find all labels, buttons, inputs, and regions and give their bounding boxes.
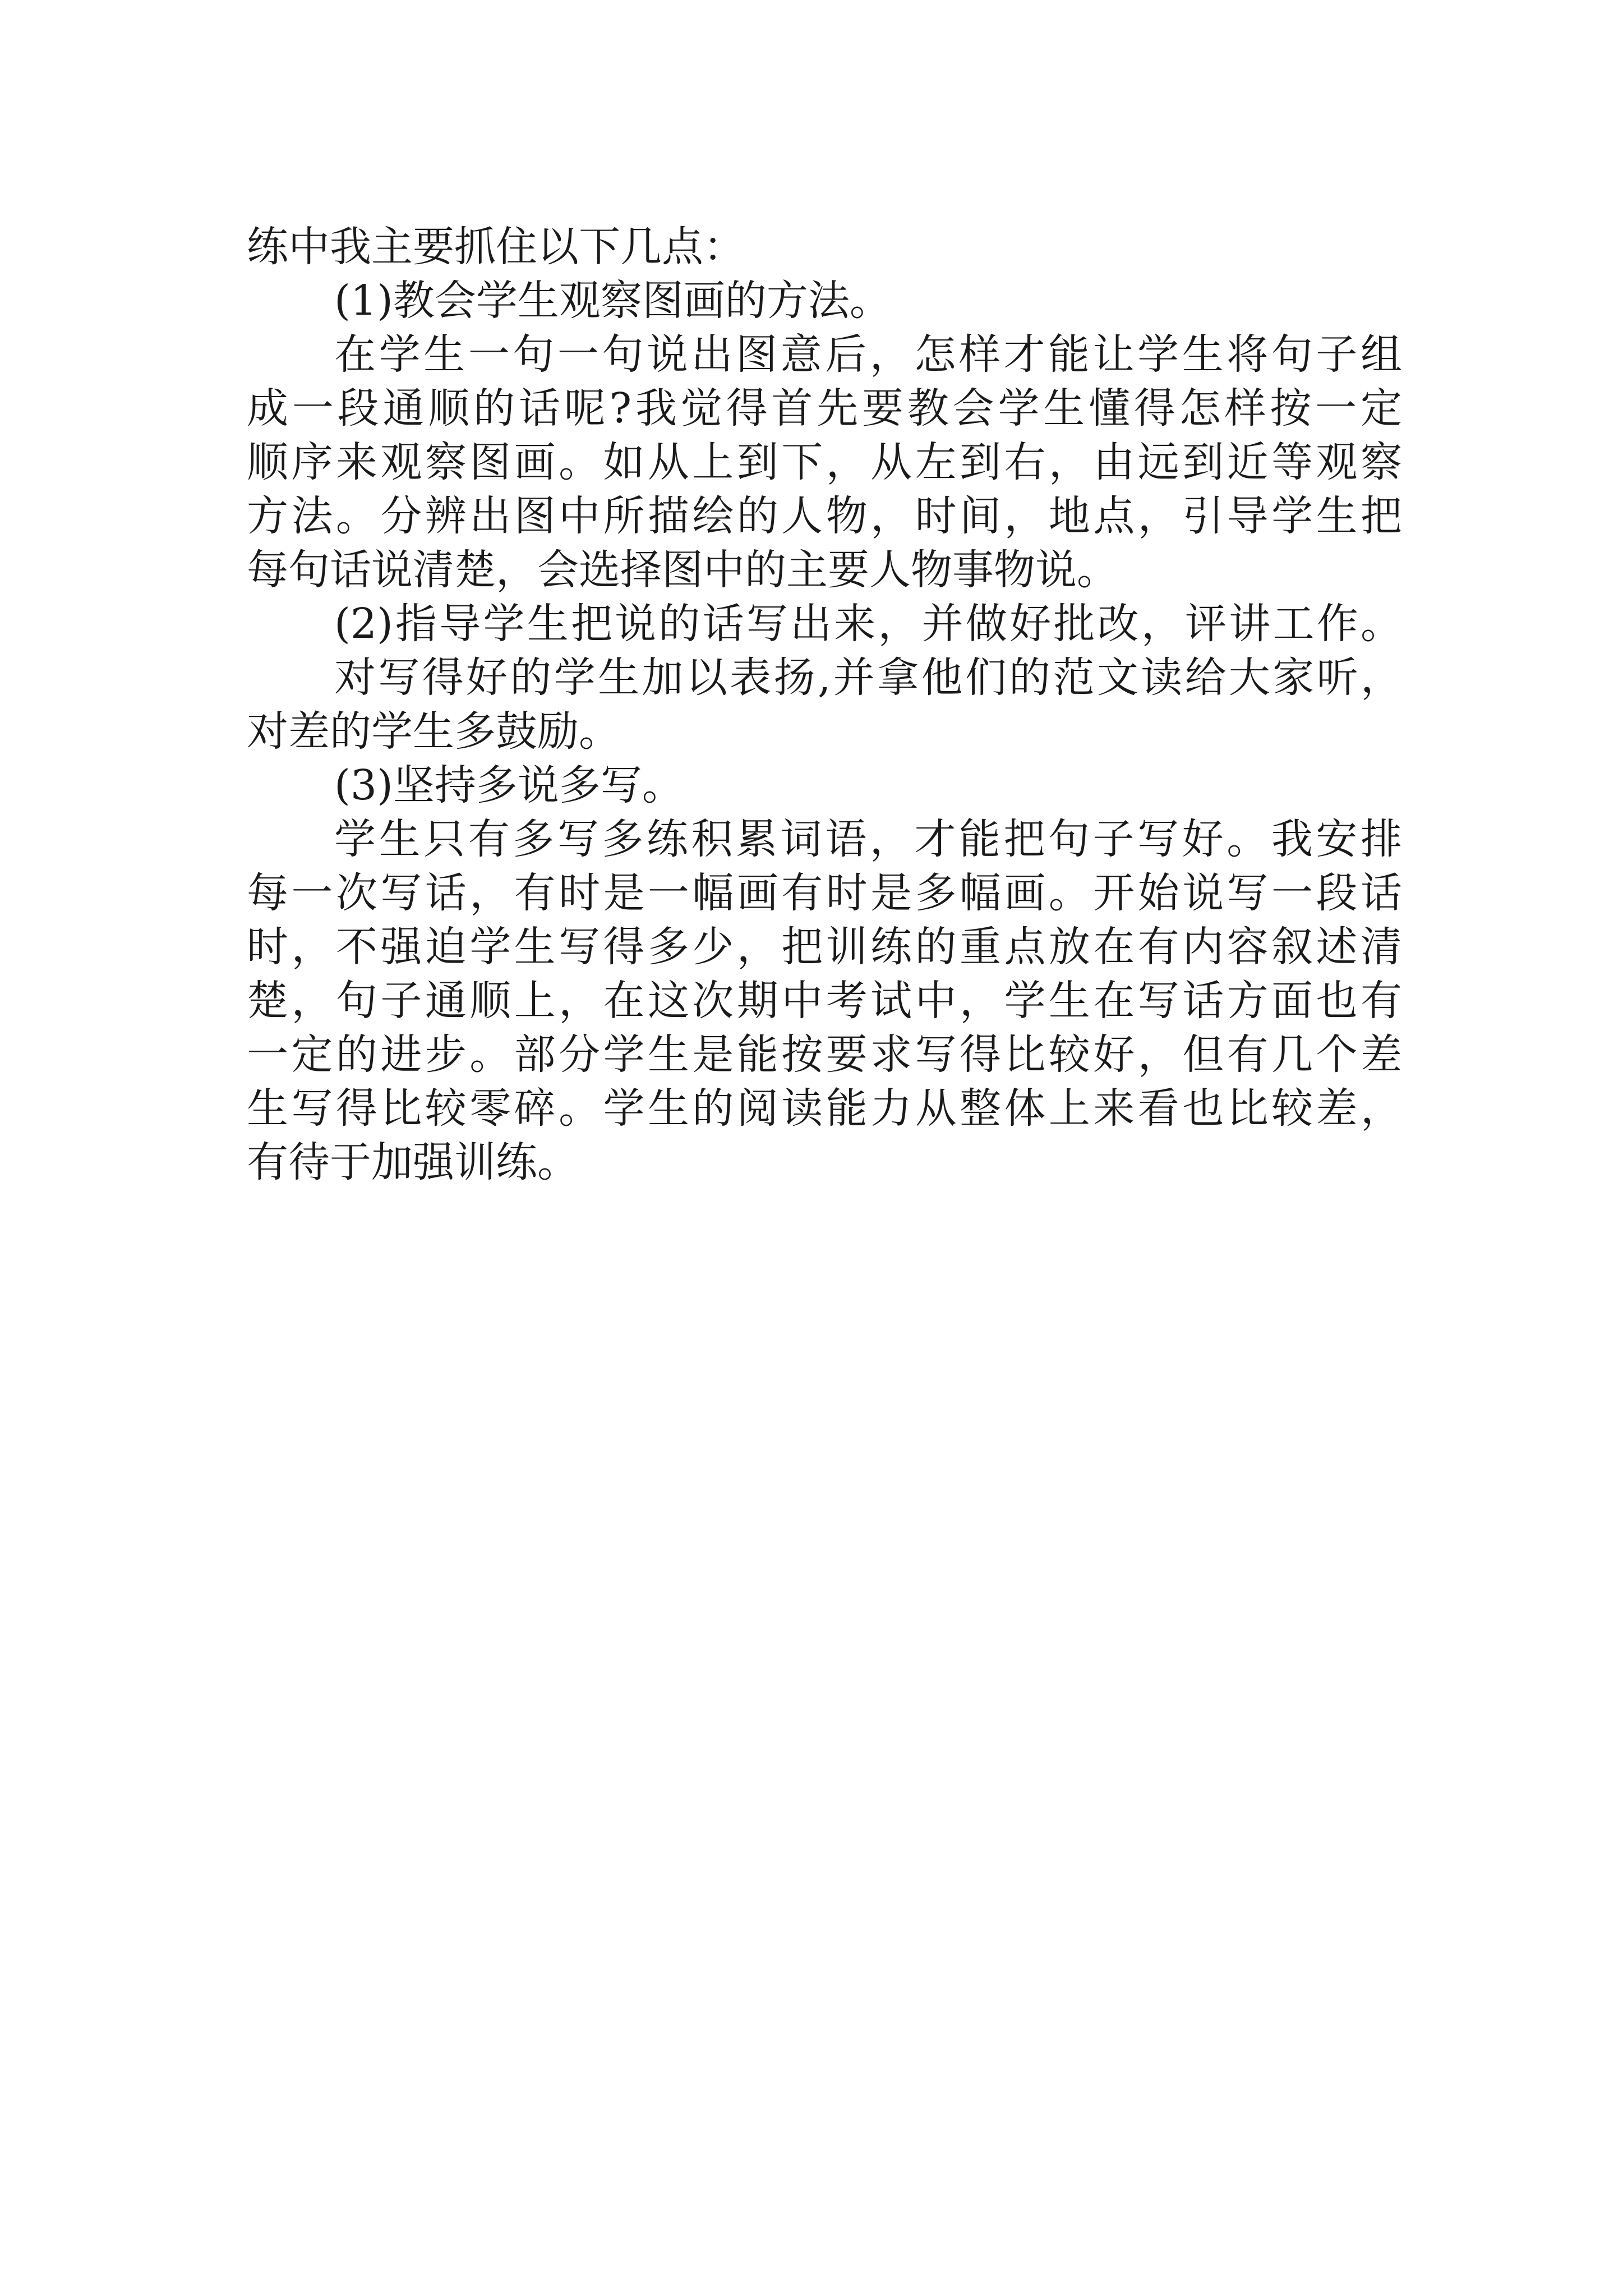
paragraph-line: 对写得好的学生加以表扬,并拿他们的范文读给大家听， <box>334 654 1402 702</box>
paragraph-line: 方法。分辨出图中所描绘的人物，时间，地点，引导学生把 <box>247 492 1402 540</box>
paragraph-line: 顺序来观察图画。如从上到下，从左到右，由远到近等观察 <box>247 438 1402 486</box>
paragraph-line: 练中我主要抓住以下几点： <box>247 223 745 271</box>
paragraph-line: 每一次写话，有时是一幅画有时是多幅画。开始说写一段话 <box>247 869 1402 917</box>
paragraph-line: 时，不强迫学生写得多少，把训练的重点放在有内容叙述清 <box>247 923 1402 971</box>
section-heading: (2)指导学生把说的话写出来，并做好批改，评讲工作。 <box>334 600 1402 648</box>
paragraph-line: 有待于加强训练。 <box>247 1138 579 1186</box>
paragraph-line: 对差的学生多鼓励。 <box>247 707 620 756</box>
paragraph-line: 每句话说清楚，会选择图中的主要人物事物说。 <box>247 546 1118 594</box>
paragraph-line: 在学生一句一句说出图意后，怎样才能让学生将句子组 <box>334 330 1402 379</box>
section-heading: (1)教会学生观察图画的方法。 <box>334 277 891 325</box>
paragraph-line: 楚，句子通顺上，在这次期中考试中，学生在写话方面也有 <box>247 977 1402 1025</box>
paragraph-line: 一定的进步。部分学生是能按要求写得比较好，但有几个差 <box>247 1030 1402 1079</box>
paragraph-line: 学生只有多写多练积累词语，才能把句子写好。我安排 <box>334 815 1402 863</box>
section-heading: (3)坚持多说多写。 <box>334 761 684 809</box>
paragraph-line: 生写得比较零碎。学生的阅读能力从整体上来看也比较差， <box>247 1084 1402 1133</box>
paragraph-line: 成一段通顺的话呢?我觉得首先要教会学生懂得怎样按一定 <box>247 384 1402 432</box>
document-body <box>247 220 1402 1189</box>
